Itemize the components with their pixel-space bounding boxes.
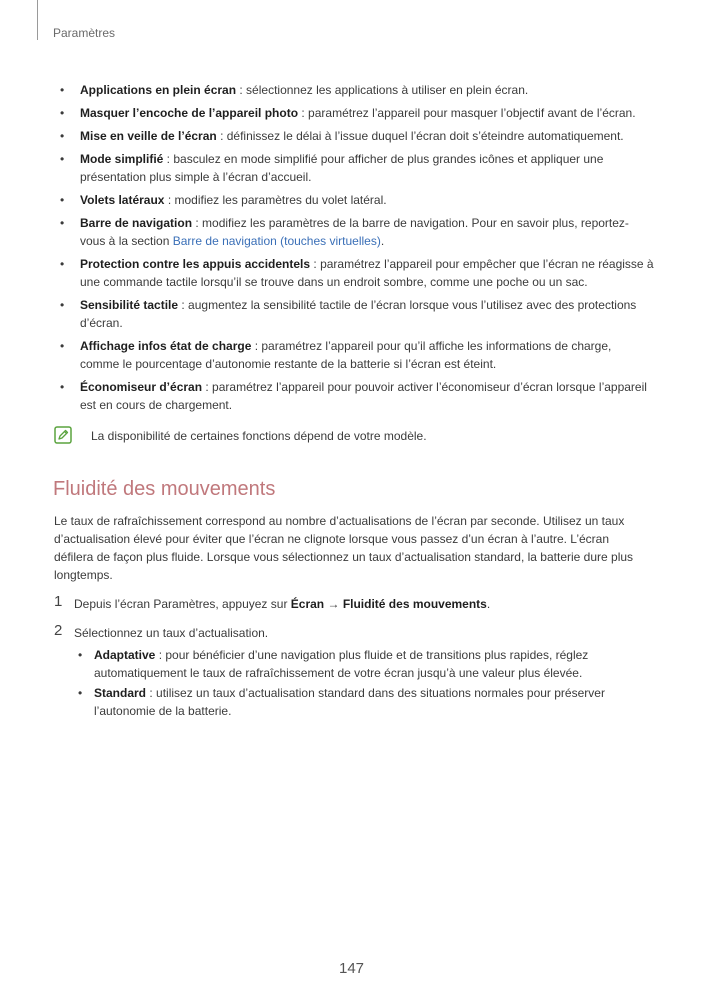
menu-motion-smoothness: Fluidité des mouvements	[342, 597, 487, 611]
step-text-suffix: .	[486, 597, 491, 611]
list-item	[54, 296, 654, 332]
list-item-desc: : augmentez la sensibilité tactile de l’écran lorsque vous l’utilisez avec des protections d’écran.	[80, 298, 637, 330]
list-item	[54, 81, 654, 99]
navigation-bar-link[interactable]: Barre de navigation (touches virtuelles)	[172, 234, 381, 248]
list-item-desc: : sélectionnez les applications à utiliser en plein écran.	[236, 83, 529, 97]
list-item-desc: : paramétrez l’appareil pour pouvoir activer l’économiseur d’écran lorsque l’appareil est en cours de chargement.	[80, 380, 647, 412]
list-item	[54, 337, 654, 373]
list-item-term: Mise en veille de l’écran	[80, 129, 217, 143]
list-item	[54, 150, 654, 186]
list-item-term: Sensibilité tactile	[80, 298, 179, 312]
bullet-dot: •	[60, 129, 65, 143]
list-item	[54, 214, 654, 250]
step-number: 2	[54, 622, 63, 639]
steps	[54, 595, 648, 731]
list-item	[54, 191, 654, 209]
list-item-term: Masquer l’encoche de l’appareil photo	[80, 106, 299, 120]
step-text-prefix: Depuis l’écran Paramètres, appuyez sur	[74, 597, 291, 611]
bullet-dot: •	[60, 339, 65, 353]
list-item-term: Affichage infos état de charge	[80, 339, 252, 353]
list-item-term: Volets latéraux	[80, 193, 165, 207]
option-item	[74, 684, 648, 720]
list-item	[54, 378, 654, 414]
option-desc: : pour bénéficier d’une navigation plus fluide et de transitions plus rapides, réglez automatiquement le taux de rafraîchissement de votre écran jusqu’à une valeur plus élevée.	[94, 648, 589, 680]
list-item	[54, 255, 654, 291]
bullet-dot: •	[60, 380, 65, 394]
refresh-rate-options	[74, 646, 648, 720]
header-section-title: Paramètres	[53, 26, 116, 40]
step-1	[54, 595, 648, 613]
list-item-desc: : modifiez les paramètres de la barre de navigation. Pour en savoir plus, reportez-vous à la section	[80, 216, 629, 248]
list-item	[54, 104, 654, 122]
bullet-dot: •	[78, 686, 83, 700]
bullet-dot: •	[60, 298, 65, 312]
list-item-after: .	[380, 234, 385, 248]
note-pencil-icon	[54, 426, 72, 444]
list-item-desc: : paramétrez l’appareil pour qu’il affiche les informations de charge, comme le pourcentage d’autonomie restante de la batterie si l’écran est éteint.	[80, 339, 612, 371]
bullet-dot: •	[60, 83, 65, 97]
bullet-dot: •	[78, 648, 83, 662]
header-divider	[37, 0, 38, 40]
option-item	[74, 646, 648, 682]
section-paragraph: Le taux de rafraîchissement correspond au nombre d’actualisations de l’écran par seconde. Utilisez un taux d’actualisation élevé pour éviter que l’écran ne clignote lorsque vous passez d’un écran à l’autre. L’écran défilera de façon plus fluide. Lorsque vous sélectionnez un taux d’actualisation standard, la batterie dure plus longtemps.	[54, 514, 634, 582]
list-item-term: Protection contre les appuis accidentels	[80, 257, 311, 271]
page-number: 147	[338, 960, 365, 977]
list-item-desc: : modifiez les paramètres du volet latéral.	[164, 193, 387, 207]
step-text: Sélectionnez un taux d’actualisation.	[74, 626, 269, 640]
arrow-text: →	[324, 597, 343, 611]
list-item-desc: : paramétrez l’appareil pour masquer l’objectif avant de l’écran.	[298, 106, 636, 120]
bullet-dot: •	[60, 257, 65, 271]
list-item-desc: : basculez en mode simplifié pour afficher de plus grandes icônes et appliquer une présentation plus simple à l’écran d’accueil.	[80, 152, 604, 184]
settings-list	[54, 81, 654, 419]
note-text: La disponibilité de certaines fonctions dépend de votre modèle.	[91, 429, 427, 443]
step-2	[54, 624, 648, 720]
list-item-term: Économiseur d’écran	[80, 380, 203, 394]
bullet-dot: •	[60, 216, 65, 230]
list-item-term: Applications en plein écran	[80, 83, 237, 97]
list-item	[54, 127, 654, 145]
bullet-dot: •	[60, 152, 65, 166]
section-heading: Fluidité des mouvements	[53, 478, 276, 500]
option-desc: : utilisez un taux d’actualisation standard dans des situations normales pour préserver l’autonomie de la batterie.	[94, 686, 605, 718]
option-term: Standard	[94, 686, 147, 700]
menu-screen: Écran	[290, 597, 325, 611]
list-item-term: Barre de navigation	[80, 216, 193, 230]
bullet-dot: •	[60, 106, 65, 120]
step-number: 1	[54, 593, 63, 610]
list-item-desc: : définissez le délai à l’issue duquel l’écran doit s’éteindre automatiquement.	[216, 129, 624, 143]
list-item-desc: : paramétrez l’appareil pour empêcher que l’écran ne réagisse à une commande tactile lorsqu’il se trouve dans un endroit sombre, comme une poche ou un sac.	[80, 257, 654, 289]
bullet-dot: •	[60, 193, 65, 207]
option-term: Adaptative	[94, 648, 156, 662]
note-box	[54, 426, 654, 448]
list-item-term: Mode simplifié	[80, 152, 164, 166]
